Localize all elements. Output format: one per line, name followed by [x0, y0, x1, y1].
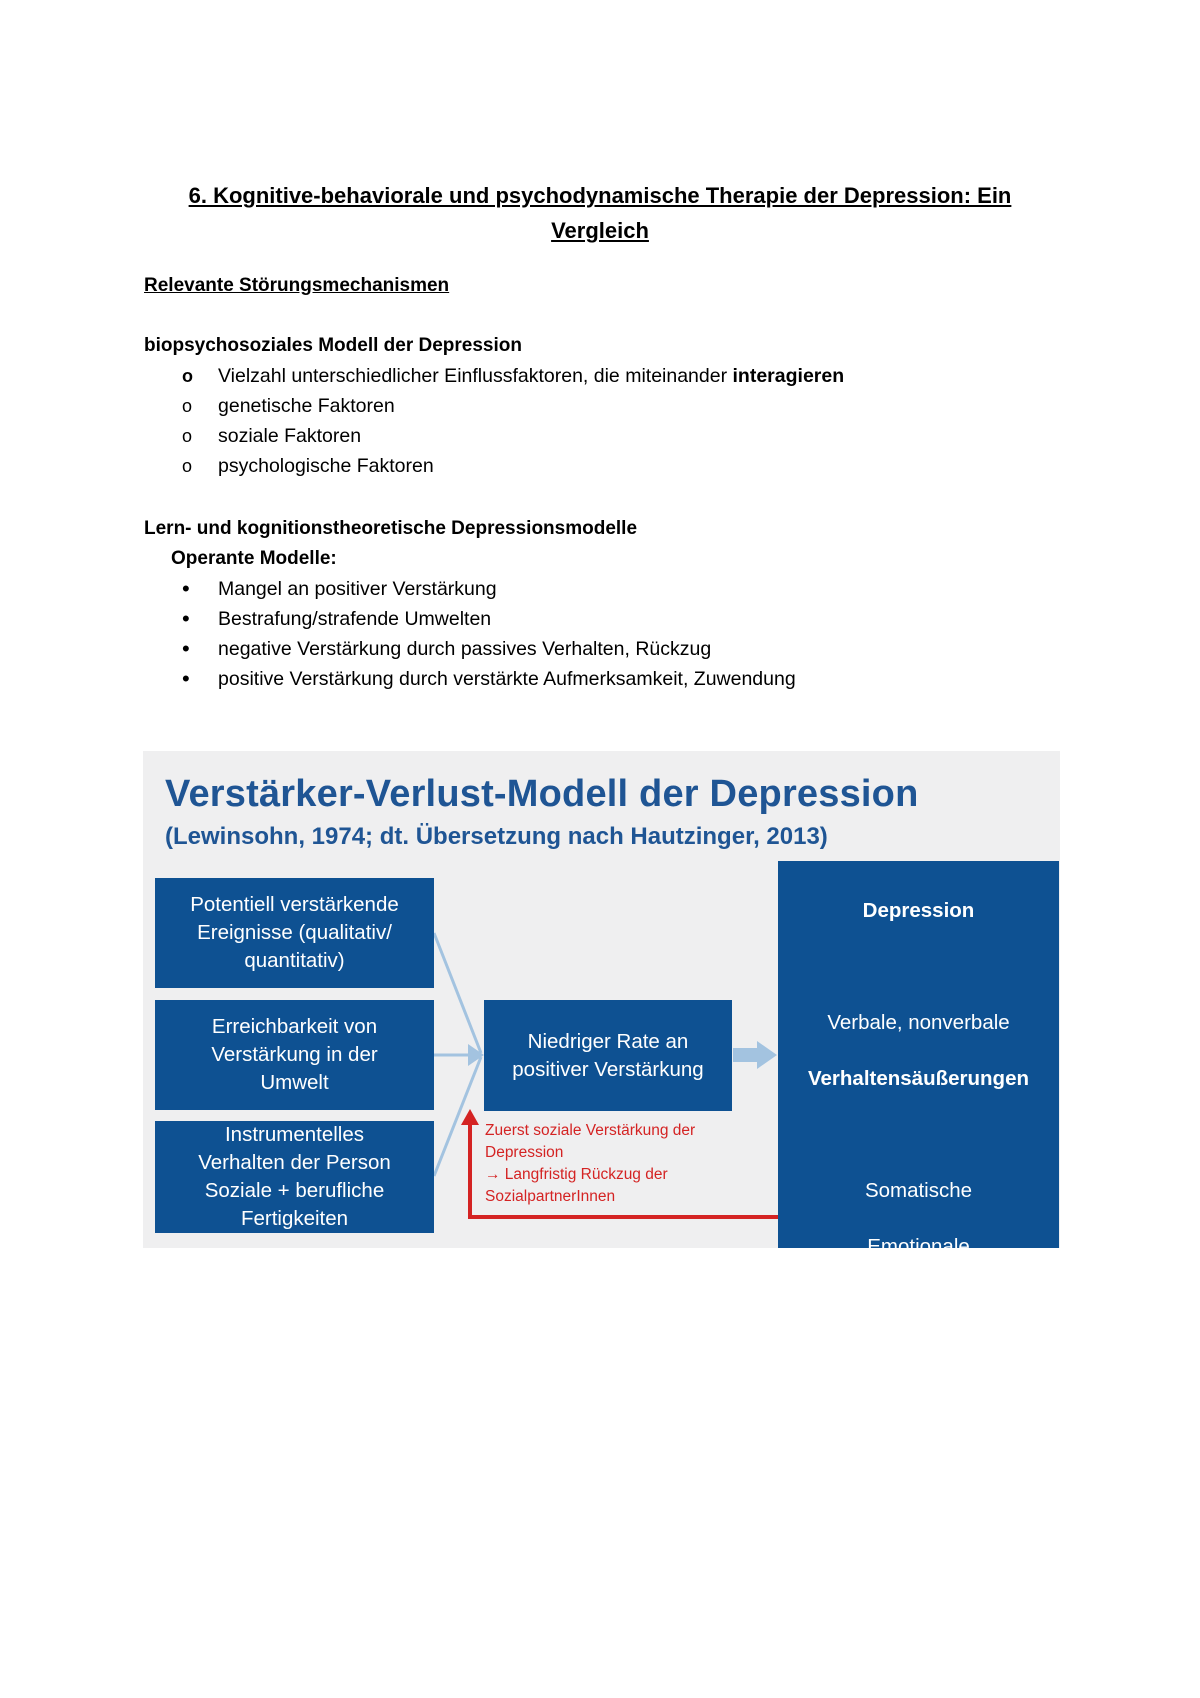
circle-bullet-icon: o	[182, 456, 193, 476]
list-item	[182, 664, 796, 694]
list-item-text: genetische Faktoren	[218, 395, 395, 417]
dot-bullet-icon: •	[182, 636, 190, 661]
list-item	[182, 574, 796, 604]
depression-line: Emotionale	[867, 1235, 970, 1258]
reinforcement-availability-box: Erreichbarkeit von Verstärkung in der Umwelt	[155, 1000, 434, 1110]
list-item-text: Mangel an positiver Verstärkung	[218, 578, 497, 600]
circle-bullet-icon: o	[182, 366, 193, 386]
list-item-emphasis: interagieren	[732, 365, 845, 387]
dot-bullet-icon: •	[182, 576, 190, 601]
operant-models-list	[182, 574, 796, 694]
depression-line: Somatische	[864, 1179, 973, 1202]
big-arrow-icon	[733, 1041, 777, 1069]
depression-line: Kognitive	[876, 1291, 961, 1314]
low-reinforcement-rate-box: Niedriger Rate an positiver Verstärkung	[484, 1000, 732, 1111]
list-item-text: negative Verstärkung durch passives Verhalten, Rückzug	[218, 638, 712, 660]
feedback-note: Zuerst soziale Verstärkung der Depression → Langfristig Rückzug der SozialpartnerInnen	[485, 1122, 696, 1205]
depression-line: Verhaltensäußerungen	[807, 1067, 1029, 1090]
bio-model-heading: biopsychosoziales Modell der Depression	[144, 335, 522, 356]
depression-line: Symptome	[866, 1403, 971, 1426]
reinforcement-loss-model-figure	[143, 751, 1060, 1588]
depression-line: Auffälligkeiten	[847, 1565, 990, 1588]
circle-bullet-icon: o	[182, 426, 193, 446]
list-item-text: psychologische Faktoren	[218, 455, 434, 477]
list-item	[182, 604, 796, 634]
depression-heading: Depression	[862, 899, 975, 922]
page-title: 6. Kognitive-behaviorale und psychodynamische Therapie der Depression: Ein Vergleich	[188, 183, 1012, 243]
arrow-connector	[434, 933, 481, 1053]
list-item-text: Bestrafung/strafende Umwelten	[218, 608, 492, 630]
list-item	[182, 451, 844, 481]
depression-line: Verbale, nonverbale	[827, 1011, 1010, 1034]
depression-box	[778, 861, 1059, 1588]
dot-bullet-icon: •	[182, 606, 190, 631]
list-item	[182, 391, 844, 421]
list-item-text: soziale Faktoren	[218, 425, 362, 447]
feedback-arrow-head-icon	[461, 1109, 479, 1125]
depression-line: Motivationale	[858, 1347, 979, 1370]
list-item	[182, 634, 796, 664]
dot-bullet-icon: •	[182, 666, 190, 691]
list-item	[182, 361, 844, 391]
reinforcing-events-box: Potentiell verstärkende Ereignisse (qualitativ/ quantitativ)	[155, 878, 434, 988]
circle-bullet-icon: o	[182, 396, 193, 416]
figure-title: Verstärker-Verlust-Modell der Depression	[165, 773, 919, 815]
depression-line: Interaktionelle	[849, 1509, 988, 1532]
bio-model-list	[182, 361, 844, 481]
list-item-text: positive Verstärkung durch verstärkte Aufmerksamkeit, Zuwendung	[218, 668, 796, 690]
section-heading: Relevante Störungsmechanismen	[144, 275, 450, 296]
operant-models-subheading: Operante Modelle:	[171, 548, 337, 569]
instrumental-behavior-box: Instrumentelles Verhalten der Person Soziale + berufliche Fertigkeiten	[155, 1121, 434, 1233]
learn-models-heading: Lern- und kognitionstheoretische Depressionsmodelle	[144, 518, 638, 539]
figure-subtitle: (Lewinsohn, 1974; dt. Übersetzung nach Hautzinger, 2013)	[165, 823, 828, 850]
list-item	[182, 421, 844, 451]
list-item-text: Vielzahl unterschiedlicher Einflussfaktoren, die miteinander	[218, 365, 728, 387]
arrow-head-icon	[468, 1044, 484, 1066]
